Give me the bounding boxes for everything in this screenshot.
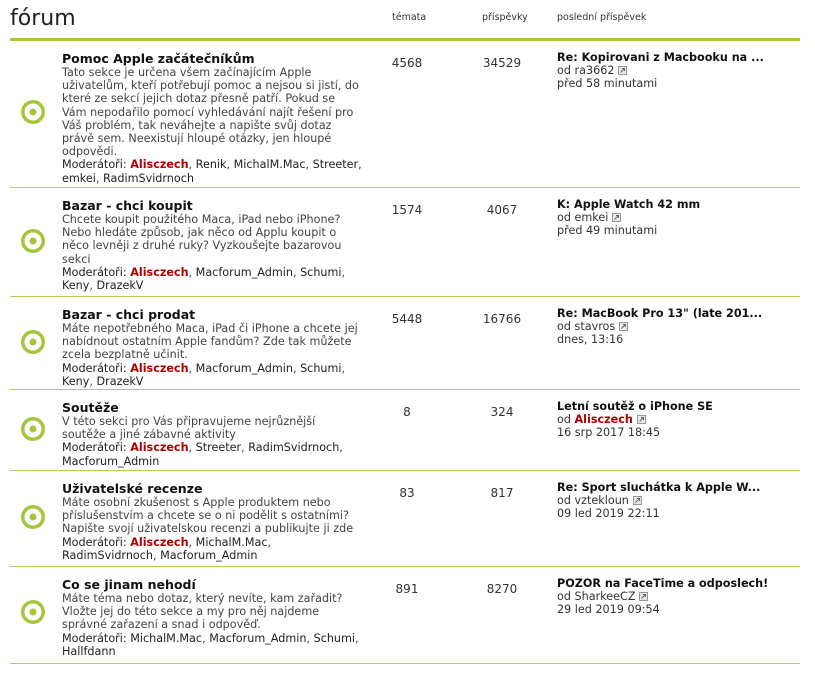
last-post <box>557 400 797 439</box>
moderator-link[interactable]: Alisczech <box>130 535 189 549</box>
goto-last-post-icon[interactable] <box>639 591 648 600</box>
moderator-link[interactable]: Macforum_Admin <box>209 631 307 645</box>
goto-last-post-icon[interactable] <box>612 212 621 221</box>
column-header-last-post: poslední příspěvek <box>557 12 647 23</box>
posts-count: 16766 <box>482 312 522 326</box>
last-post <box>557 577 797 616</box>
forum-row <box>10 188 800 297</box>
topics-count: 4568 <box>391 56 423 70</box>
page-title: fórum <box>10 6 76 31</box>
moderator-link[interactable]: Macforum_Admin <box>62 454 160 468</box>
forum-description-text: Chcete koupit použitého Maca, iPad nebo iPhone? Nebo hledáte způsob, jak něco od Applu koupit o něco levněji z druhé ruky? Vyzkoušejte bazarovou sekci <box>62 213 342 266</box>
forum-description: Máte nepotřebného Maca, iPad či iPhone a chcete jej nabídnout ostatním Apple fandům? Zde tak můžete zcela bezplatně učinit. Moderátoři: Alisczech, Macforum_Admin, Schumi, Keny, DrazekV <box>62 322 358 388</box>
moderator-link[interactable]: RadimSvidrnoch <box>62 548 154 562</box>
last-post-title-link[interactable]: K: Apple Watch 42 mm <box>557 198 701 211</box>
forum-title-link[interactable]: Bazar - chci prodat <box>62 307 196 322</box>
forum-read-icon <box>20 99 46 125</box>
moderator-link[interactable]: MichalM.Mac <box>130 631 203 645</box>
last-post-time: před 58 minutami <box>557 77 658 90</box>
last-post-time: 16 srp 2017 18:45 <box>557 426 661 439</box>
last-post <box>557 307 797 346</box>
goto-last-post-icon[interactable] <box>633 495 642 504</box>
forum-read-icon <box>20 329 46 355</box>
moderator-link[interactable]: RadimSvidrnoch <box>248 441 340 455</box>
forum-description: Máte téma nebo dotaz, který nevíte, kam zařadit? Vložte jej do této sekce a my pro něj najdeme správné zařazení a snad i odpověď. Moderátoři: MichalM.Mac, Macforum_Admin, Schumi, Hallfdann <box>62 592 359 658</box>
forum-read-icon <box>20 228 46 254</box>
moderator-link[interactable]: DrazekV <box>96 279 144 293</box>
forum-title-link[interactable]: Bazar - chci koupit <box>62 198 193 213</box>
posts-count: 324 <box>490 405 514 419</box>
last-post-author-link[interactable]: Alisczech <box>574 413 633 426</box>
moderator-link[interactable]: Macforum_Admin <box>195 265 293 279</box>
moderator-link[interactable]: Hallfdann <box>62 644 116 658</box>
forum-description-text: V této sekci pro Vás připravujeme nejrůznější soutěže a jiné zábavné aktivity <box>62 415 316 442</box>
forum-title-link[interactable]: Soutěže <box>62 400 119 415</box>
last-post-time: dnes, 13:16 <box>557 333 624 346</box>
last-post <box>557 481 797 520</box>
moderators-label: Moderátoři: <box>62 535 127 549</box>
topics-count: 83 <box>399 486 415 500</box>
forum-description-text: Máte osobní zkušenost s Apple produktem nebo příslušenstvím a chcete se o ni podělit s ostatními? Napište svojí uživatelskou recenzi a publikujte ji zde <box>62 496 354 536</box>
moderator-link[interactable]: MichalM.Mac <box>233 158 306 172</box>
moderators-label: Moderátoři: <box>62 441 127 455</box>
forum-list <box>10 41 800 664</box>
moderator-link[interactable]: Renik <box>195 158 227 172</box>
last-post-time: 29 led 2019 09:54 <box>557 603 660 616</box>
last-post-title-link[interactable]: Re: MacBook Pro 13" (late 201... <box>557 307 763 320</box>
last-post-by-label: od <box>557 413 571 426</box>
last-post-author-link[interactable]: SharkeeCZ <box>574 590 636 603</box>
forum-description: Tato sekce je určena všem začínajícím Apple uživatelům, kteří potřebují pomoc a nejsou si jistí, do které ze sekcí jejich dotaz přesně patří. Pokud se Vám nepodařilo pomocí vyhledávání najít řešení pro Váš problém, tak neváhejte a napište svůj dotaz právě sem. Neexistují hloupé otázky, jen hloupé odpovědi. Moderátoři: Alisczech, Renik, MichalM.Mac, Streeter, emkei, RadimSvidrnoch <box>62 66 362 185</box>
forum-description: Chcete koupit použitého Maca, iPad nebo iPhone? Nebo hledáte způsob, jak něco od Applu koupit o něco levněji z druhé ruky? Vyzkoušejte bazarovou sekci Moderátoři: Alisczech, Macforum_Admin, Schumi, Keny, DrazekV <box>62 213 346 293</box>
forum-row <box>10 297 800 390</box>
forum-row <box>10 471 800 567</box>
moderator-link[interactable]: Alisczech <box>130 265 189 279</box>
goto-last-post-icon[interactable] <box>618 65 627 74</box>
last-post-author-link[interactable]: emkei <box>574 211 609 224</box>
moderator-link[interactable]: Schumi <box>313 631 356 645</box>
moderator-link[interactable]: MichalM.Mac <box>195 535 268 549</box>
moderator-link[interactable]: Schumi <box>300 265 342 279</box>
forum-row <box>10 567 800 664</box>
last-post-author-link[interactable]: stavros <box>574 320 616 333</box>
moderator-link[interactable]: Keny <box>62 374 90 388</box>
moderator-link[interactable]: Alisczech <box>130 158 189 172</box>
posts-count: 4067 <box>486 203 518 217</box>
last-post-by-label: od <box>557 64 571 77</box>
forum-read-icon <box>20 504 46 530</box>
last-post-author-link[interactable]: vztekloun <box>574 494 629 507</box>
forum-title-link[interactable]: Uživatelské recenze <box>62 481 203 496</box>
moderator-link[interactable]: DrazekV <box>96 374 144 388</box>
moderators-label: Moderátoři: <box>62 631 127 645</box>
forum-title-link[interactable]: Co se jinam nehodí <box>62 577 196 592</box>
forum-read-icon <box>20 416 46 442</box>
last-post <box>557 198 797 237</box>
moderator-link[interactable]: RadimSvidrnoch <box>102 171 194 185</box>
posts-count: 34529 <box>482 56 522 70</box>
last-post-title-link[interactable]: Re: Sport sluchátka k Apple W... <box>557 481 761 494</box>
forum-description: V této sekci pro Vás připravujeme nejrůznější soutěže a jiné zábavné aktivity Moderátoři: Alisczech, Streeter, RadimSvidrnoch, Macforum_Admin <box>62 415 343 468</box>
forum-description-text: Tato sekce je určena všem začínajícím Apple uživatelům, kteří potřebují pomoc a nejsou si jistí, do které ze sekcí jejich dotaz přesně patří. Pokud se Vám nepodařilo pomocí vyhledávání najít řešení pro Váš problém, tak neváhejte a napište svůj dotaz právě sem. Neexistují hloupé otázky, jen hloupé odpovědi. <box>62 66 359 159</box>
moderator-link[interactable]: Alisczech <box>130 361 189 375</box>
column-header-posts: příspěvky <box>482 12 528 23</box>
forum-description: Máte osobní zkušenost s Apple produktem nebo příslušenstvím a chcete se o ni podělit s ostatními? Napište svojí uživatelskou recenzi a publikujte ji zde Moderátoři: Alisczech, MichalM.Mac, RadimSvidrnoch, Macforum_Admin <box>62 496 354 562</box>
moderator-link[interactable]: Streeter <box>195 441 242 455</box>
moderator-link[interactable]: Alisczech <box>130 441 189 455</box>
last-post-by-label: od <box>557 211 571 224</box>
forum-row <box>10 41 800 188</box>
moderator-link[interactable]: Keny <box>62 279 90 293</box>
last-post-by-label: od <box>557 494 571 507</box>
topics-count: 1574 <box>391 203 423 217</box>
forum-title-link[interactable]: Pomoc Apple začátečníkům <box>62 51 255 66</box>
moderators-label: Moderátoři: <box>62 158 127 172</box>
goto-last-post-icon[interactable] <box>637 414 646 423</box>
last-post-by-label: od <box>557 590 571 603</box>
goto-last-post-icon[interactable] <box>619 321 628 330</box>
last-post-title-link[interactable]: POZOR na FaceTime a odposlech! <box>557 577 769 590</box>
forum-row <box>10 390 800 471</box>
moderators-label: Moderátoři: <box>62 265 127 279</box>
last-post-author-link[interactable]: ra3662 <box>574 64 615 77</box>
topics-count: 8 <box>403 405 411 419</box>
forum-header <box>0 0 815 40</box>
moderator-link[interactable]: Streeter <box>312 158 359 172</box>
last-post-by-label: od <box>557 320 571 333</box>
forum-description-text: Máte téma nebo dotaz, který nevíte, kam zařadit? Vložte jej do této sekce a my pro něj najdeme správné zařazení a snad i odpověď. <box>62 592 343 632</box>
posts-count: 817 <box>490 486 514 500</box>
last-post-time: 09 led 2019 22:11 <box>557 507 660 520</box>
topics-count: 5448 <box>391 312 423 326</box>
last-post-time: před 49 minutami <box>557 224 658 237</box>
moderator-link[interactable]: emkei <box>62 171 96 185</box>
moderator-link[interactable]: Schumi <box>300 361 342 375</box>
last-post-title-link[interactable]: Letní soutěž o iPhone SE <box>557 400 713 413</box>
moderators-label: Moderátoři: <box>62 361 127 375</box>
forum-description-text: Máte nepotřebného Maca, iPad či iPhone a chcete jej nabídnout ostatním Apple fandům? Zde tak můžete zcela bezplatně učinit. <box>62 322 358 362</box>
last-post <box>557 51 797 90</box>
moderator-link[interactable]: Macforum_Admin <box>160 548 258 562</box>
moderator-link[interactable]: Macforum_Admin <box>195 361 293 375</box>
posts-count: 8270 <box>486 582 518 596</box>
topics-count: 891 <box>395 582 419 596</box>
forum-read-icon <box>20 599 46 625</box>
last-post-title-link[interactable]: Re: Kopirovani z Macbooku na ... <box>557 51 764 64</box>
column-header-topics: témata <box>392 12 427 23</box>
